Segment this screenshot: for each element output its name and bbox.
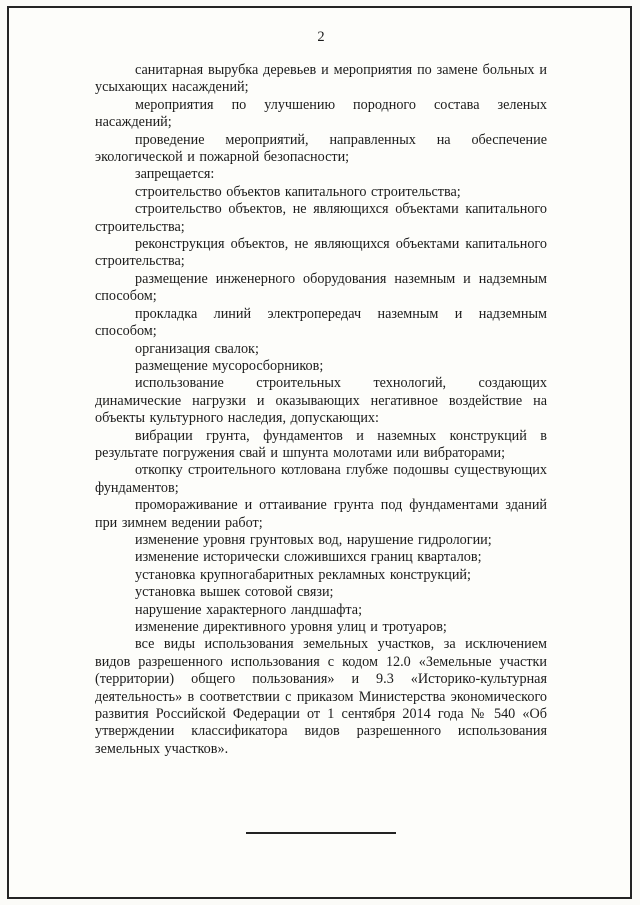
page-number: 2 (317, 29, 325, 45)
paragraph: установка вышек сотовой связи; (135, 584, 334, 601)
separator-line (246, 832, 396, 834)
paragraph: использование строительных технологий, создающих динамические нагрузки и оказывающих негативное воздействие на объекты культурного наследия, допускающих: (95, 375, 547, 427)
paragraph: вибрации грунта, фундаментов и наземных конструкций в результате погружения свай и шпунта молотами или вибраторами; (95, 427, 547, 461)
paragraph: проведение мероприятий, направленных на обеспечение экологической и пожарной безопасности; (95, 131, 547, 166)
paragraph: организация свалок; (135, 340, 259, 357)
document-paragraphs (95, 62, 547, 758)
paragraph: нарушение характерного ландшафта; (135, 601, 363, 618)
paragraph: изменение уровня грунтовых вод, нарушение гидрологии; (135, 531, 492, 548)
paragraph: строительство объектов, не являющихся объектами капитального строительства; (95, 201, 547, 235)
paragraph: установка крупногабаритных рекламных конструкций; (135, 566, 471, 583)
paragraph: изменение директивного уровня улиц и тротуаров; (135, 619, 447, 635)
paragraph: прокладка линий электропередач наземным и надземным способом; (95, 305, 547, 340)
paragraph: мероприятия по улучшению породного состава зеленых насаждений; (95, 96, 547, 131)
paragraph: изменение исторически сложившихся границ кварталов; (135, 549, 482, 566)
paragraph: размещение мусоросборников; (135, 357, 324, 374)
paragraph: санитарная вырубка деревьев и мероприятия по замене больных и усыхающих насаждений; (95, 62, 547, 96)
paragraph: размещение инженерного оборудования наземным и надземным способом; (95, 270, 547, 305)
paragraph: все виды использования земельных участков, за исключением видов разрешенного использования с кодом 12.0 «Земельные участки (территории) общего пользования» и 9.3 «Историко-культурная деятельность» в соответствии с приказом Министерства экономического развития Российской Федерации от 1 сентября 2014 года № 540 «Об утверждении классификатора видов разрешенного использования земельных участков». (95, 636, 547, 757)
paragraph: реконструкция объектов, не являющихся объектами капитального строительства; (95, 236, 547, 270)
paragraph: откопку строительного котлована глубже подошвы существующих фундаментов; (95, 462, 547, 496)
paragraph: строительство объектов капитального строительства; (135, 183, 461, 200)
document-content (95, 28, 547, 834)
paragraph: запрещается: (135, 166, 215, 183)
paragraph: промораживание и оттаивание грунта под фундаментами зданий при зимнем ведении работ; (95, 497, 547, 531)
